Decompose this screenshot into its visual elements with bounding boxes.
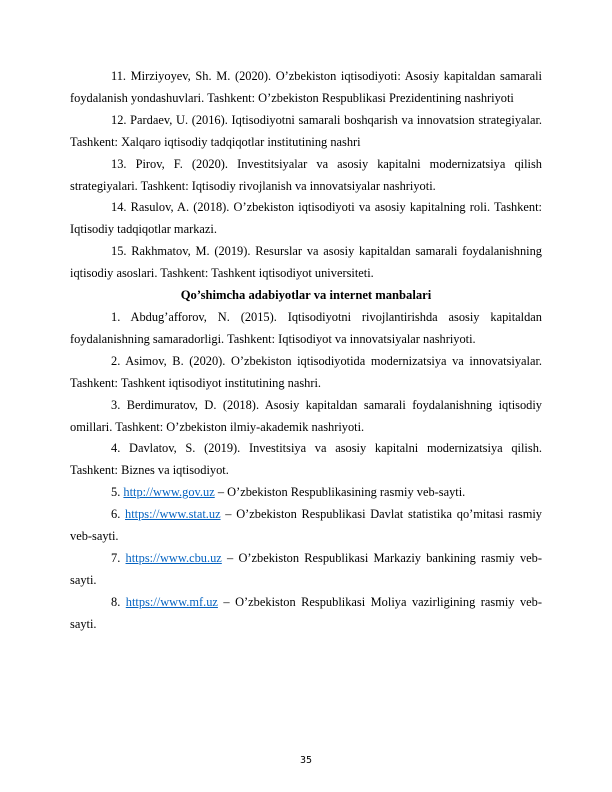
web-source-link[interactable]: https://www.cbu.uz [125, 550, 222, 565]
additional-reference-item: 3. Berdimuratov, D. (2018). Asosiy kapitaldan samarali foydalanishning iqtisodiy omillari. Tashkent: O’zbekiston ilmiy-akademik nashriyoti. [70, 397, 542, 434]
reference-item: 15. Rakhmatov, M. (2019). Resurslar va asosiy kapitaldan samarali foydalanishning iqtisodiy asoslari. Tashkent: Tashkent iqtisodiyot universiteti. [70, 244, 542, 281]
web-source-description: – O’zbekiston Respublikasi Moliya vazirligining rasmiy veb-sayti. [70, 594, 542, 631]
web-source-item [70, 482, 542, 504]
web-source-description: – O’zbekiston Respublikasining rasmiy veb-sayti. [214, 485, 466, 500]
web-source-number: 8. [111, 594, 121, 609]
web-source-link[interactable]: https://www.stat.uz [125, 507, 221, 522]
reference-item: 12. Pardaev, U. (2016). Iqtisodiyotni samarali boshqarish va innovatsion strategiyalar. Tashkent: Xalqaro iqtisodiy tadqiqotlar institutining nashri [70, 112, 542, 149]
additional-reference-item: 1. Abdug’afforov, N. (2015). Iqtisodiyotni rivojlantirishda asosiy kapitaldan foydalanishning samaradorligi. Tashkent: Iqtisodiyot va innovatsiyalar nashriyoti. [70, 309, 542, 346]
web-source-item [70, 548, 542, 592]
document-body [70, 66, 542, 636]
web-source-number: 7. [111, 550, 121, 565]
web-source-description: – O’zbekiston Respublikasi Markaziy bankining rasmiy veb-sayti. [70, 550, 542, 587]
reference-item: 14. Rasulov, A. (2018). O’zbekiston iqtisodiyoti va asosiy kapitalning roli. Tashkent: Iqtisodiy tadqiqotlar markazi. [70, 200, 542, 237]
web-source-item [70, 592, 542, 636]
section-heading: Qo’shimcha adabiyotlar va internet manbalari [180, 288, 432, 303]
web-source-number: 5. [111, 485, 121, 500]
reference-item: 13. Pirov, F. (2020). Investitsiyalar va asosiy kapitalni modernizatsiya qilish strategiyalari. Tashkent: Iqtisodiy rivojlanish va innovatsiyalar nashriyoti. [70, 156, 542, 193]
web-source-description: – O’zbekiston Respublikasi Davlat statistika qo’mitasi rasmiy veb-sayti. [70, 507, 542, 544]
web-source-link[interactable]: https://www.mf.uz [125, 594, 218, 609]
reference-item: 11. Mirziyoyev, Sh. M. (2020). O’zbekiston iqtisodiyoti: Asosiy kapitaldan samarali foydalanish yondashuvlari. Tashkent: O’zbekiston Respublikasi Prezidentining nashriyoti [70, 69, 542, 105]
page-number: 35 [299, 755, 313, 766]
additional-reference-item: 4. Davlatov, S. (2019). Investitsiya va asosiy kapitalni modernizatsiya qilish. Tashkent: Biznes va iqtisodiyot. [70, 441, 542, 478]
additional-reference-item: 2. Asimov, B. (2020). O’zbekiston iqtisodiyotida modernizatsiya va innovatsiyalar. Tashkent: Tashkent iqtisodiyot institutining nashri. [70, 353, 542, 390]
web-source-link[interactable]: http://www.gov.uz [123, 485, 215, 500]
web-source-number: 6. [111, 507, 121, 522]
web-source-item [70, 504, 542, 548]
